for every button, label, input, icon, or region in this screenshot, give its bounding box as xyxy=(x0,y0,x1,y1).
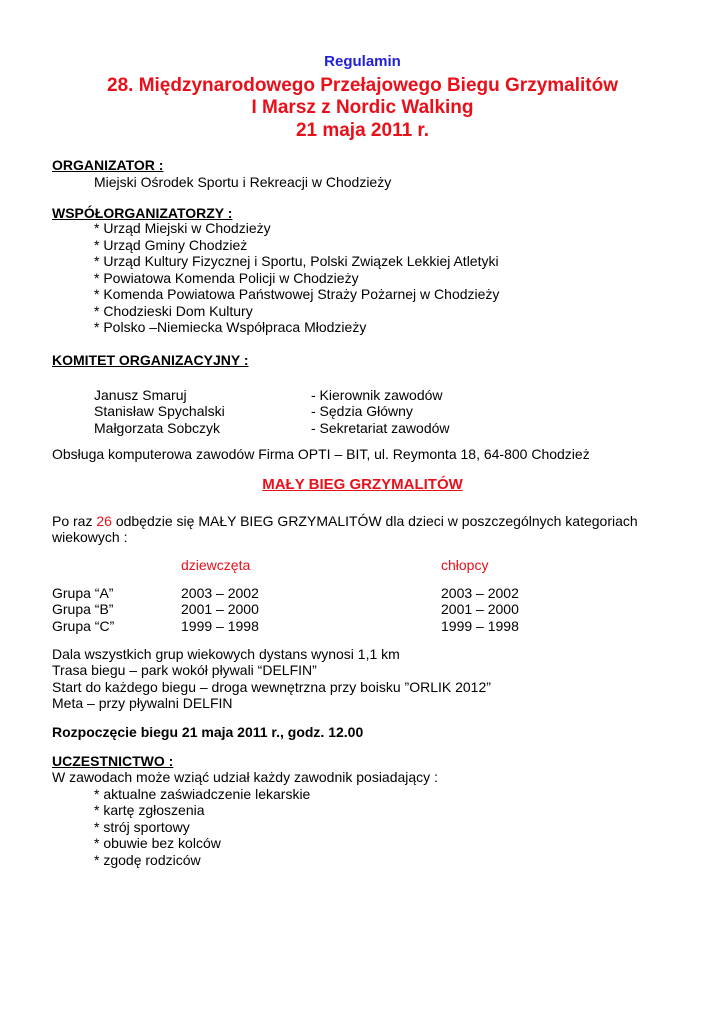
group-boys-years: 2003 – 2002 xyxy=(441,585,519,601)
event-date: 21 maja 2011 r. xyxy=(295,120,430,141)
list-item: * Powiatowa Komenda Policji w Chodzieży xyxy=(94,270,359,286)
intro-suffix: odbędzie się MAŁY BIEG GRZYMALITÓW dla dzieci w poszczególnych kategoriach xyxy=(111,513,638,529)
list-item: * Urząd Miejski w Chodzieży xyxy=(94,220,271,236)
list-item: * Polsko –Niemiecka Współpraca Młodzieży xyxy=(94,319,367,335)
group-girls-years: 2001 – 2000 xyxy=(181,601,259,617)
page-subtitle: I Marsz z Nordic Walking xyxy=(251,97,474,118)
list-item: * Chodzieski Dom Kultury xyxy=(94,303,253,319)
column-header-girls: dziewczęta xyxy=(181,557,251,573)
list-item: * aktualne zaświadczenie lekarskie xyxy=(94,786,311,802)
obsluga-text: Obsługa komputerowa zawodów Firma OPTI – BIT, ul. Reymonta 18, 64-800 Chodzież xyxy=(52,446,590,462)
komitet-member-name: Małgorzata Sobczyk xyxy=(94,420,221,436)
regulamin-label: Regulamin xyxy=(324,53,401,70)
group-girls-years: 1999 – 1998 xyxy=(181,618,259,634)
list-item: * Urząd Kultury Fizycznej i Sportu, Polski Związek Lekkiej Atletyki xyxy=(94,253,499,269)
detail-line: Dala wszystkich grup wiekowych dystans wynosi 1,1 km xyxy=(52,646,400,662)
group-boys-years: 1999 – 1998 xyxy=(441,618,519,634)
detail-line: Meta – przy pływalni DELFIN xyxy=(52,695,233,711)
komitet-member-role: - Kierownik zawodów xyxy=(311,387,443,403)
intro-prefix: Po raz xyxy=(52,513,97,529)
group-girls-years: 2003 – 2002 xyxy=(181,585,259,601)
start-time: Rozpoczęcie biegu 21 maja 2011 r., godz. 12.00 xyxy=(52,724,364,740)
komitet-member-role: - Sędzia Główny xyxy=(311,403,413,419)
column-header-boys: chłopcy xyxy=(441,557,489,573)
list-item: * obuwie bez kolców xyxy=(94,835,221,851)
detail-line: Start do każdego biegu – droga wewnętrzna przy boisku ”ORLIK 2012” xyxy=(52,679,491,695)
list-item: * Komenda Powiatowa Państwowej Straży Pożarnej w Chodzieży xyxy=(94,286,500,302)
group-name: Grupa “A” xyxy=(52,585,114,601)
wspolorganizatorzy-heading: WSPÓŁORGANIZATORZY : xyxy=(52,205,233,221)
list-item: * kartę zgłoszenia xyxy=(94,802,205,818)
komitet-member-name: Stanisław Spychalski xyxy=(94,403,225,419)
edition-number: 26 xyxy=(96,513,112,529)
uczestnictwo-intro: W zawodach może wziąć udział każdy zawodnik posiadający : xyxy=(52,769,438,785)
organizator-heading: ORGANIZATOR : xyxy=(52,157,164,173)
maly-bieg-intro-line2: wiekowych : xyxy=(52,529,128,545)
list-item: * strój sportowy xyxy=(94,819,190,835)
list-item: * zgodę rodziców xyxy=(94,852,201,868)
maly-bieg-intro xyxy=(52,513,638,530)
list-item: * Urząd Gminy Chodzież xyxy=(94,237,248,253)
detail-line: Trasa biegu – park wokół pływali “DELFIN” xyxy=(52,662,317,678)
group-name: Grupa “B” xyxy=(52,601,114,617)
group-name: Grupa “C” xyxy=(52,618,115,634)
maly-bieg-heading: MAŁY BIEG GRZYMALITÓW xyxy=(262,476,463,493)
organizator-name: Miejski Ośrodek Sportu i Rekreacji w Chodzieży xyxy=(94,174,392,190)
komitet-heading: KOMITET ORGANIZACYJNY : xyxy=(52,352,249,368)
page-title: 28. Międzynarodowego Przełajowego Biegu Grzymalitów xyxy=(107,75,618,96)
komitet-member-role: - Sekretariat zawodów xyxy=(311,420,450,436)
uczestnictwo-heading: UCZESTNICTWO : xyxy=(52,753,174,769)
komitet-member-name: Janusz Smaruj xyxy=(94,387,187,403)
group-boys-years: 2001 – 2000 xyxy=(441,601,519,617)
